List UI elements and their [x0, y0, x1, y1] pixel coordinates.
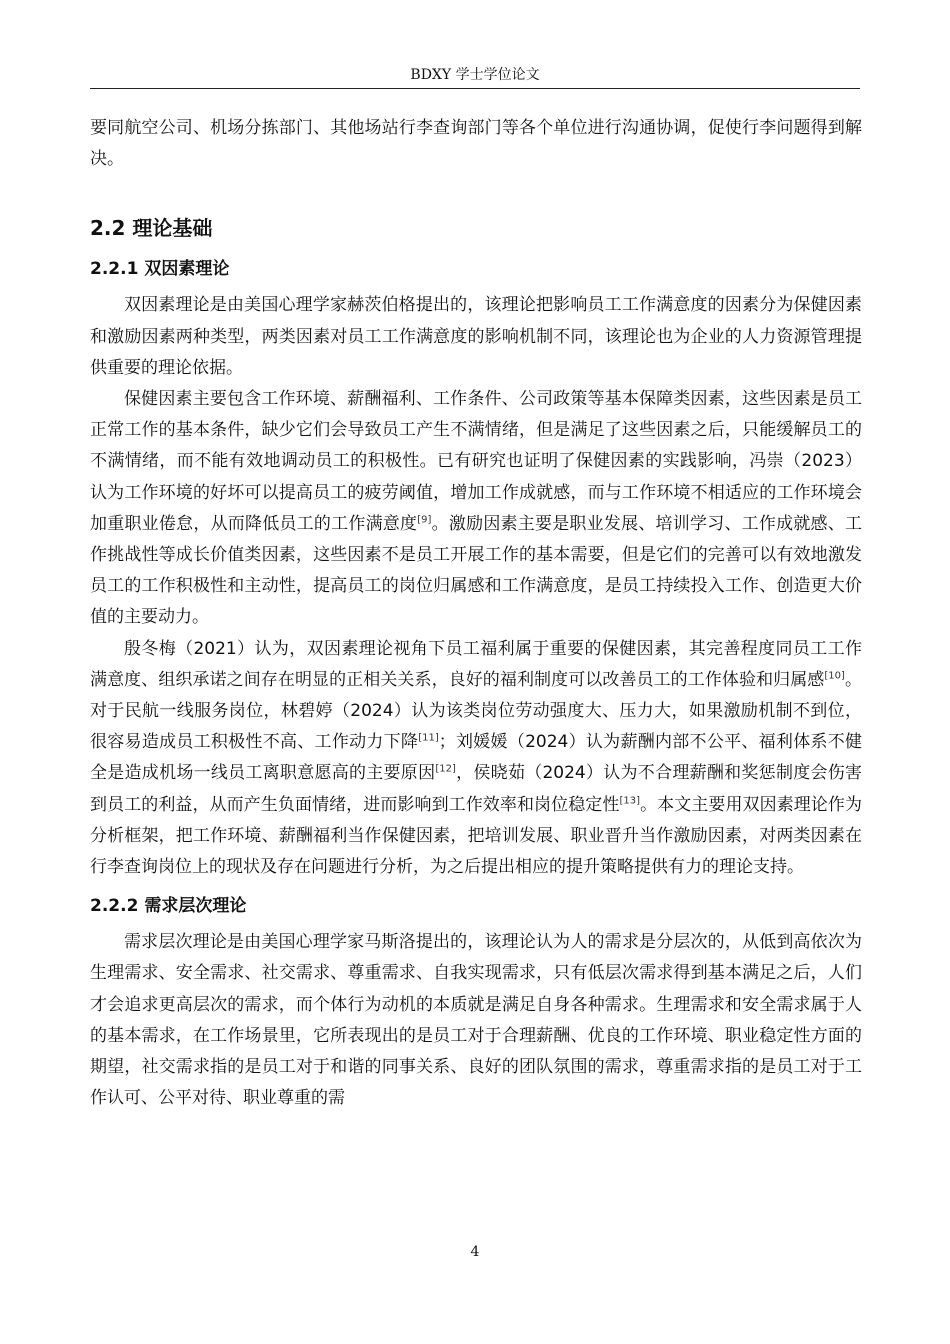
- section-heading-2-2: 2.2 理论基础: [90, 216, 213, 241]
- paragraph-two-factor-intro: 双因素理论是由美国心理学家赫茨伯格提出的，该理论把影响员工工作满意度的因素分为保健因素和激励因素两种类型，两类因素对员工工作满意度的影响机制不同，该理论也为企业的人力资源管理提供重要的理论依据。: [90, 295, 862, 378]
- page-number: 4: [470, 1244, 480, 1260]
- paragraph-literature-review: [90, 634, 862, 884]
- paragraph-text: 。激励因素主要是职业发展、培训学习、工作成就感、工作挑战性等成长价值类因素，这些因素不是员工开展工作的基本需要，但是它们的完善可以有效地激发员工的工作积极性和主动性，提高员工的岗位归属感和工作满意度，是员工持续投入工作、创造更大价值的主要动力。: [90, 513, 863, 628]
- running-header: BDXY 学士学位论文: [410, 67, 540, 83]
- citation-ref: [13]: [619, 795, 640, 806]
- paragraph-text: 保健因素主要包含工作环境、薪酬福利、工作条件、公司政策等基本保障类因素，这些因素是员工正常工作的基本条件，缺少它们会导致员工产生不满情绪，但是满足了这些因素之后，只能缓解员工的不满情绪，而不能有效地调动员工的积极性。已有研究也证明了保健因素的实践影响，冯崇（2023）认为工作环境的好坏可以提高员工的疲劳阈值，增加工作成就感，而与工作环境不相适应的工作环境会加重职业倦怠，从而降低员工的工作满意度: [90, 389, 862, 534]
- citation-ref: [11]: [418, 732, 439, 744]
- header-divider: [90, 88, 860, 89]
- paragraph-text: 殷冬梅（2021）认为，双因素理论视角下员工福利属于重要的保健因素，其完善程度同员工工作满意度、组织承诺之间存在明显的正相关关系，良好的福利制度可以改善员工的工作体验和归属感: [90, 638, 862, 690]
- citation-ref: [9]: [417, 514, 432, 526]
- paragraph-text: 。对于民航一线服务岗位，林碧婷（2024）认为该类岗位劳动强度大、压力大，如果激励机制不到位，很容易造成员工积极性不高、工作动力下降: [90, 669, 863, 753]
- paragraph-hygiene-factors: [90, 384, 862, 634]
- paragraph-text: ；刘媛媛（2024）认为薪酬内部不公平、福利体系不健全是造成机场一线员工离职意愿高的主要原因: [90, 732, 863, 784]
- paragraph-hierarchy-of-needs: 需求层次理论是由美国心理学家马斯洛提出的，该理论认为人的需求是分层次的，从低到高依次为生理需求、安全需求、社交需求、尊重需求、自我实现需求，只有低层次需求得到基本满足之后，人们才会追求更高层次的需求，而个体行为动机的本质就是满足自身各种需求。生理需求和安全需求属于人的基本需求，在工作场景里，它所表现出的是员工对于合理薪酬、优良的工作环境、职业稳定性方面的期望，社交需求指的是员工对于和谐的同事关系、良好的团队氛围的需求，尊重需求指的是员工对于工作认可、公平对待、职业尊重的需: [90, 932, 862, 1109]
- paragraph-text: 。本文主要用双因素理论作为分析框架，把工作环境、薪酬福利当作保健因素，把培训发展、职业晋升当作激励因素，对两类因素在行李查询岗位上的现状及存在问题进行分析，为之后提出相应的提升策略提供有力的理论支持。: [90, 794, 863, 878]
- section-heading-2-2-2: 2.2.2 需求层次理论: [90, 896, 247, 917]
- section-heading-2-2-1: 2.2.1 双因素理论: [90, 259, 230, 280]
- paragraph-text: ，侯晓茹（2024）认为不合理薪酬和奖惩制度会伤害到员工的利益，从而产生负面情绪，进而影响到工作效率和岗位稳定性: [90, 763, 863, 815]
- page-body: [90, 113, 862, 1114]
- citation-ref: [10]: [824, 670, 845, 682]
- citation-ref: [12]: [435, 763, 456, 775]
- intro-paragraph: 要同航空公司、机场分拣部门、其他场站行李查询部门等各个单位进行沟通协调，促使行李问题得到解决。: [90, 118, 862, 170]
